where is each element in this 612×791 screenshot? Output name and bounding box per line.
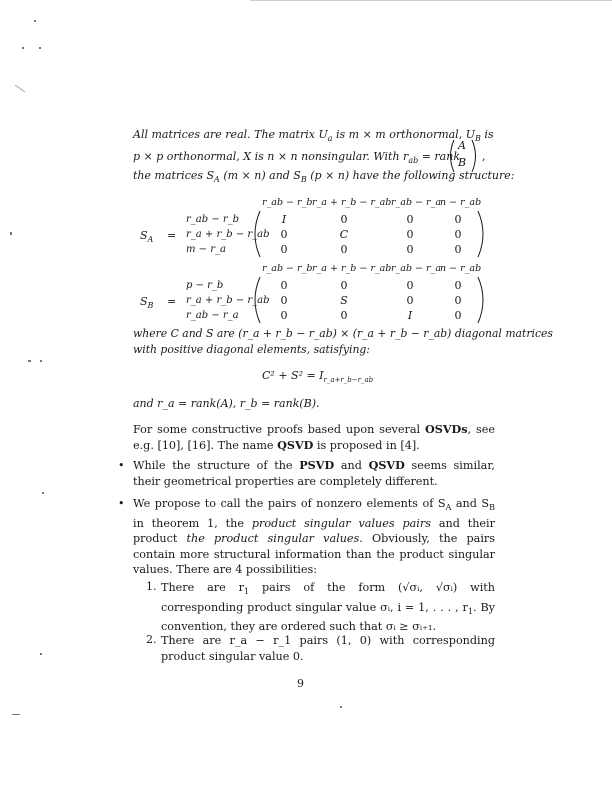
sa-cell: C xyxy=(339,228,349,241)
intro-line-2: p × p orthonormal, X is n × n nonsingular. With $r_{ab}$ = rank xyxy=(133,150,460,166)
sb-row-label: p − r_b xyxy=(186,280,224,291)
page-number: 9 xyxy=(297,677,304,690)
scan-speck xyxy=(28,360,31,362)
sb-row-label: r_ab − r_a xyxy=(186,310,239,321)
where-line-1: where C and S are (r_a + r_b − r_ab) × (r_a + r_b − r_ab) diagonal matrices xyxy=(133,327,553,340)
scan-speck xyxy=(34,20,36,22)
sa-cell: 0 xyxy=(340,213,348,226)
sa-cell: 0 xyxy=(280,243,288,256)
sa-cell: 0 xyxy=(454,243,462,256)
sa-col-header: r_ab − r_b xyxy=(262,197,313,208)
rank-definition-line: and r_a = rank(A), r_b = rank(B). xyxy=(133,397,320,410)
bullet-marker: • xyxy=(118,497,125,510)
identity-equation: $C^2 + S^2 = I_{r\_a+r\_b-r\_ab}$ xyxy=(262,369,374,385)
scan-edge-line xyxy=(250,0,612,1)
bullet-marker: • xyxy=(118,459,125,472)
sb-col-header: r_a + r_b − r_ab xyxy=(312,263,392,274)
intro-line-3: the matrices $S_A$ (m × n) and $S_B$ (p × n) have the following structure: xyxy=(133,169,515,185)
sb-col-header: n − r_ab xyxy=(440,263,482,274)
scan-speck xyxy=(42,492,44,494)
item-1-number: 1. xyxy=(146,580,157,593)
sa-cell: 0 xyxy=(454,213,462,226)
sa-cell: 0 xyxy=(406,213,414,226)
sa-cell: 0 xyxy=(340,243,348,256)
scan-speck xyxy=(15,85,25,93)
sa-cell: 0 xyxy=(406,243,414,256)
sb-cell: 0 xyxy=(406,294,414,307)
sb-cell: 0 xyxy=(454,279,462,292)
sa-cell: 0 xyxy=(406,228,414,241)
sa-row-label: r_a + r_b − r_ab xyxy=(186,229,270,240)
sb-cell: 0 xyxy=(406,279,414,292)
sb-cell: 0 xyxy=(280,279,288,292)
item-2-text: There are r_a − r_1 pairs (1, 0) with corresponding product singular value 0. xyxy=(161,634,495,663)
sb-cell: 0 xyxy=(280,309,288,322)
sa-row-label: r_ab − r_b xyxy=(186,214,240,225)
rank-matrix: A B , xyxy=(446,138,486,174)
scan-speck xyxy=(10,232,12,235)
sb-row-label: r_a + r_b − r_ab xyxy=(186,295,270,306)
rank-matrix-a: A xyxy=(458,139,466,152)
sb-cell: I xyxy=(407,309,413,322)
sa-cell: 0 xyxy=(280,228,288,241)
scan-speck xyxy=(39,47,41,49)
bullet-1-text: While the structure of the PSVD and QSVD seems similar, their geometrical properties are completely different. xyxy=(133,458,495,488)
scan-speck xyxy=(22,47,24,49)
sa-cell: I xyxy=(281,213,287,226)
scan-speck xyxy=(12,714,20,715)
sa-label: $S_A$ xyxy=(140,229,154,245)
osvd-paragraph: For some constructive proofs based upon several OSVDs, see e.g. [10], [16]. The name QSVD is proposed in [4]. xyxy=(133,422,495,452)
item-1-text: There are $r_1$ pairs of the form (√σᵢ, √σᵢ) with corresponding product singular value σᵢ, i = 1, . . . , $r_1$. By convention, they are ordered such that σᵢ ≥ σᵢ₊₁. xyxy=(161,581,495,634)
intro-line-1: All matrices are real. The matrix $U_a$ is m × m orthonormal, $U_B$ is xyxy=(133,128,494,144)
sa-cell: 0 xyxy=(454,228,462,241)
scan-speck xyxy=(40,653,42,655)
sb-cell: 0 xyxy=(340,279,348,292)
sb-cell: S xyxy=(340,294,348,307)
sa-col-header: r_ab − r_a xyxy=(391,197,441,208)
sa-col-header: r_a + r_b − r_ab xyxy=(312,197,392,208)
sb-col-header: r_ab − r_a xyxy=(391,263,441,274)
sb-equals: = xyxy=(167,295,177,308)
sa-col-header: n − r_ab xyxy=(440,197,482,208)
sb-cell: 0 xyxy=(454,294,462,307)
rank-matrix-b: B xyxy=(458,156,467,169)
sb-label: $S_B$ xyxy=(140,295,154,311)
sb-cell: 0 xyxy=(454,309,462,322)
sb-col-header: r_ab − r_b xyxy=(262,263,313,274)
sa-row-label: m − r_a xyxy=(186,244,226,255)
item-2-number: 2. xyxy=(146,633,157,646)
bullet-2-text: We propose to call the pairs of nonzero elements of $S_A$ and $S_B$ in theorem 1, the product singular values pairs and their product the product singular values. Obviously, the pairs contain more structural information than the product singular values. There are 4 possibilities: xyxy=(133,497,495,577)
sb-cell: 0 xyxy=(340,309,348,322)
sb-cell: 0 xyxy=(280,294,288,307)
where-line-2: with positive diagonal elements, satisfying: xyxy=(133,343,370,356)
scan-speck xyxy=(340,706,342,708)
scan-speck xyxy=(40,360,42,362)
sa-equals: = xyxy=(167,229,177,242)
